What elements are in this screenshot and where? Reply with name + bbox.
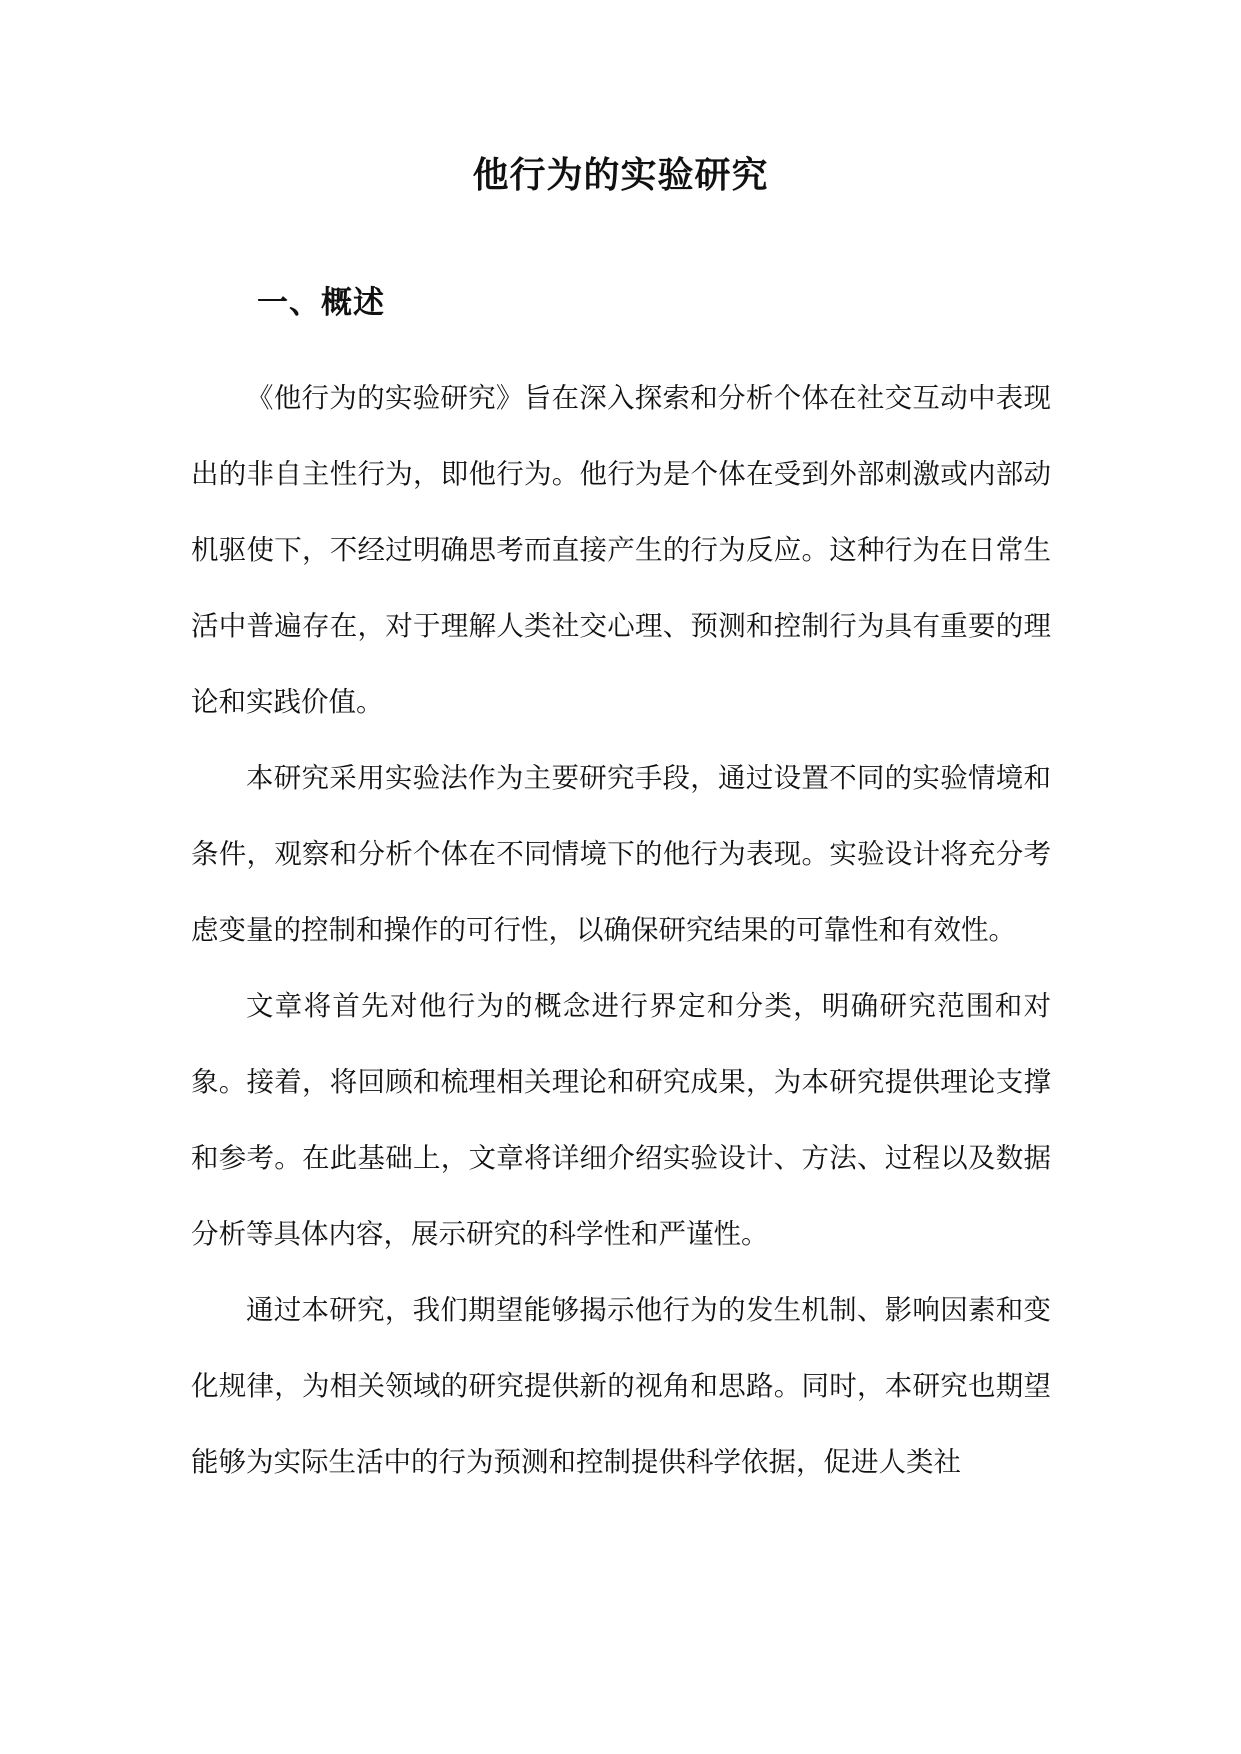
document-title: 他行为的实验研究 <box>472 154 769 196</box>
document-body <box>191 360 1051 1500</box>
paragraph-4: 通过本研究，我们期望能够揭示他行为的发生机制、影响因素和变化规律，为相关领域的研究提供新的视角和思路。同时，本研究也期望能够为实际生活中的行为预测和控制提供科学依据，促进人类社 <box>191 1294 1051 1478</box>
paragraph-3: 文章将首先对他行为的概念进行界定和分类，明确研究范围和对象。接着，将回顾和梳理相关理论和研究成果，为本研究提供理论支撑和参考。在此基础上，文章将详细介绍实验设计、方法、过程以及数据分析等具体内容，展示研究的科学性和严谨性。 <box>191 990 1051 1250</box>
paragraph-2: 本研究采用实验法作为主要研究手段，通过设置不同的实验情境和条件，观察和分析个体在不同情境下的他行为表现。实验设计将充分考虑变量的控制和操作的可行性，以确保研究结果的可靠性和有效性。 <box>191 762 1051 946</box>
section-heading: 一、概述 <box>257 285 385 321</box>
paragraph-1: 《他行为的实验研究》旨在深入探索和分析个体在社交互动中表现出的非自主性行为，即他行为。他行为是个体在受到外部刺激或内部动机驱使下，不经过明确思考而直接产生的行为反应。这种行为在日常生活中普遍存在，对于理解人类社交心理、预测和控制行为具有重要的理论和实践价值。 <box>191 382 1051 718</box>
